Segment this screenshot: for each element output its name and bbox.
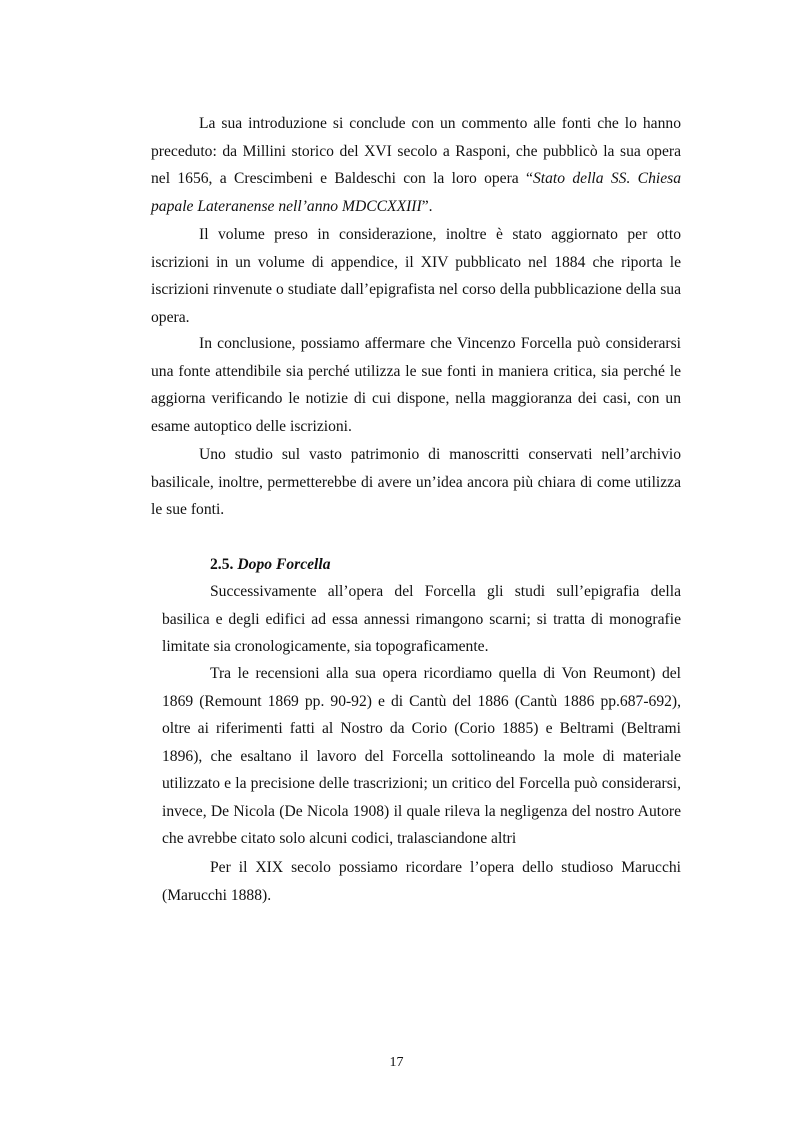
paragraph-marucchi: Per il XIX secolo possiamo ricordare l’opera dello studioso Marucchi (Marucchi 1888). — [162, 859, 681, 904]
paragraph-text: La sua introduzione si conclude con un commento alle fonti che lo hanno preceduto: da Millini storico del XVI secolo a Rasponi, che pubblicò la sua opera nel 1656, a Crescimbeni e Baldeschi con la loro opera “ — [151, 115, 681, 187]
paragraph-after-forcella: Successivamente all’opera del Forcella gli studi sull’epigrafia della basilica e degli edifici ad essa annessi rimangono scarni; si tratta di monografie limitate sia cronologicamente, sia topograficamente. — [162, 583, 681, 655]
section-title: Dopo Forcella — [237, 556, 331, 573]
section-heading — [210, 551, 331, 578]
paragraph-sources-commentary — [151, 110, 681, 220]
paragraph-manuscripts-study: Uno studio sul vasto patrimonio di manoscritti conservati nell’archivio basilicale, inoltre, permetterebbe di avere un’idea ancora più chiara di come utilizza le sue fonti. — [151, 446, 681, 518]
page-number: 17 — [389, 1055, 404, 1070]
section-number: 2.5. — [210, 556, 234, 573]
paragraph-volume-update: Il volume preso in considerazione, inoltre è stato aggiornato per otto iscrizioni in un volume di appendice, il XIV pubblicato nel 1884 che riporta le iscrizioni rinvenute o studiate dall’epigrafista nel corso della pubblicazione della sua opera. — [151, 226, 681, 326]
paragraph-conclusion: In conclusione, possiamo affermare che Vincenzo Forcella può considerarsi una fonte attendibile sia perché utilizza le sue fonti in maniera critica, sia perché le aggiorna verificando le notizie di cui dispone, nella maggioranza dei casi, con un esame autoptico delle iscrizioni. — [151, 335, 681, 435]
italic-work-title: Stato della SS. Chiesa papale Lateranense nell’anno MDCCXXIII — [151, 170, 681, 215]
paragraph-text: ”. — [421, 197, 433, 215]
paragraph-reviews: Tra le recensioni alla sua opera ricordiamo quella di Von Reumont) del 1869 (Remount 1869 pp. 90-92) e di Cantù del 1886 (Cantù 1886 pp.687-692), oltre ai riferimenti fatti al Nostro da Corio (Corio 1885) e Beltrami (Beltrami 1896), che esaltano il lavoro del Forcella sottolineando la mole di materiale utilizzato e la precisione delle trascrizioni; un critico del Forcella può considerarsi, invece, De Nicola (De Nicola 1908) il quale rileva la negligenza del nostro Autore che avrebbe citato solo alcuni codici, tralasciandone altri — [162, 665, 681, 847]
